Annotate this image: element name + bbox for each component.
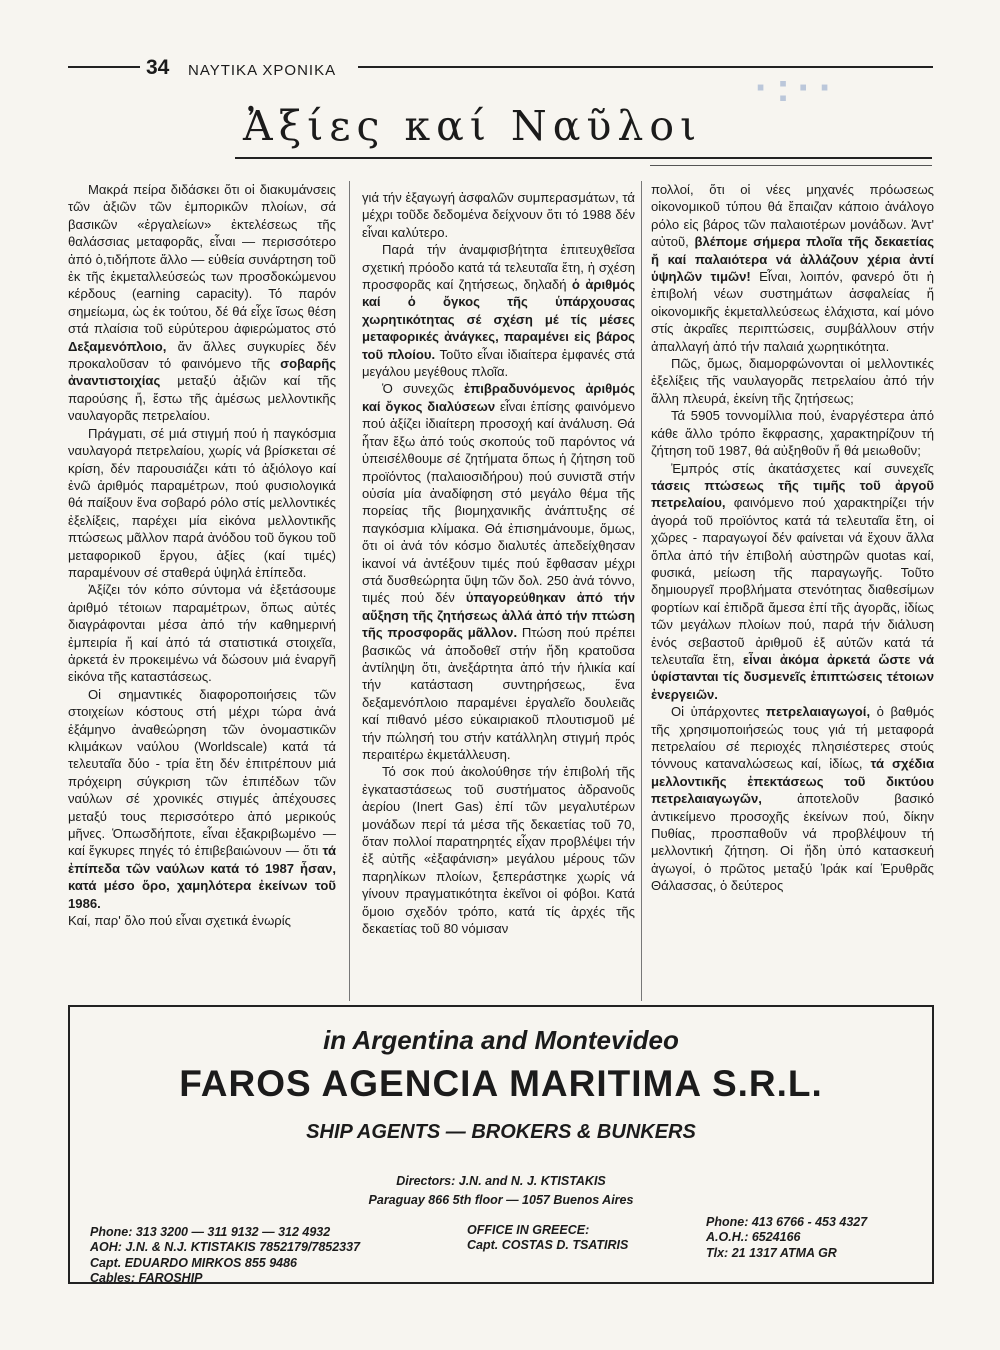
article-column-1 bbox=[68, 181, 336, 929]
ad-directors: Directors: J.N. and N. J. KTISTAKIS bbox=[396, 1174, 606, 1188]
paragraph: Πῶς, ὅμως, διαμορφώνονται οἱ μελλοντικές ἐξελίξεις τῆς ναυλαγορᾶς πετρελαίου ἀπό τήν ἄλλη πλευρά, ἐκείνη τῆς ζητήσεως; bbox=[651, 356, 934, 406]
column-divider bbox=[349, 181, 350, 1001]
header-rule-left bbox=[68, 66, 140, 68]
ad-contact-line: Phone: 413 6766 - 453 4327 bbox=[706, 1215, 868, 1229]
paragraph: Μακρά πείρα διδάσκει ὅτι οἱ διακυμάνσεις τῶν ἀξιῶν τῶν ἐμπορικῶν πλοίων, σά βασικῶν «ἐργαλείων» ἐκτελέσεως τῆς θαλάσσιας μεταφορᾶς, εἶναι — περισσότερο ἀπό ὁ,τιδήποτε ἄλλο — εὐθεία συνάρτηση τοῦ ἐκ τῆς ἐκμεταλλεύσεώς των προσδοκώμενου κέρδους (earning capacity). Τό παρόν σημείωμα, ὡς ἐκ τούτου, δέ θά εἶχε ἴσως θέση στά πλαίσια τοῦ εὐρύτερου ἀφιερώματος στό Δεξαμενόπλοιο, ἄν ἄλλες συγκυρίες δέν προκαλοῦσαν τό φαινόμενο τῆς σοβαρῆς ἀναντιστοιχίας μεταξύ ἀξιῶν καί τῆς παρούσης ἤ, ἔστω τῆς ἀμέσως μελλοντικῆς ναυλαγορᾶς πετρελαίου. bbox=[68, 182, 337, 424]
paragraph: Οἱ ὑπάρχοντες πετρελαιαγωγοί, ὁ βαθμός τῆς χρησιμοποιήσεώς τους γιά τή μεταφορά πετρελαίου σέ περιοχές πλησιέστερες στούς τόννους καταναλώσεως καί, ἰδίως, τά σχέδια μελλοντικῆς ἐπεκτάσεως τοῦ δικτύου πετρελαιαγωγῶν, ἀποτελοῦν βασικό ἀντικείμενο προσοχῆς ἐκείνων πού, δίκην Πυθίας, προσπαθοῦν νά προβλέψουν τή μελλοντική ζήτηση. Οἱ ἤδη ὑπό κατασκευή ἀγωγοί, ὁ πρῶτος μεταξύ Ἰράκ καί Ἐρυθρᾶς Θάλασσας, ὁ δεύτερος bbox=[651, 704, 935, 894]
ad-contact-line: Phone: 313 3200 — 311 9132 — 312 4932 bbox=[90, 1225, 331, 1239]
ad-address: Paraguay 866 5th floor — 1057 Buenos Aires bbox=[368, 1193, 634, 1207]
paragraph: Ἀξίζει τόν κόπο σύντομα νά ἐξετάσουμε ἀριθμό τέτοιων παραμέτρων, ὅπως αὐτές διαγράφονται μέσα ἀπό τήν καθημερινή ἐμπειρία ἤ καί ἀπό τά στατιστικά στοιχεῖα, ἀρκετά ἐν προκειμένω νά δώσουν μιά ἐναργῆ εἰκόνα τῆς καταστάσεως. bbox=[68, 582, 336, 685]
paragraph: Καί, παρ' ὅλο πού εἶναι σχετικά ἐνωρίς bbox=[68, 913, 291, 929]
paragraph: Ὁ συνεχῶς ἐπιβραδυνόμενος ἀριθμός καί ὄγκος διαλύσεων εἶναι ἐπίσης φαινόμενο πού ἀξίζει ἰδιαίτερη προσοχή καί ἀνάλυση. Θά ἦταν ἔξω ἀπό τούς σκοπούς τοῦ παρόντος νά ὑπεισέλθουμε σέ ζητήματα ὅπως ἡ ζήτηση τοῦ προϊόντος (παλαιοσιδήρου) πού συνιστᾶ στήν οὐσία μία ἀναδίφηση στό μεγάλο θέμα τῆς πορείας τῆς βιομηχανικῆς ἀνάπτυξης σέ παγκόσμια κλίμακα. Θά ἐπισημάνουμε, ὅμως, ὅτι οἱ ἀνά τόν κόσμο διαλυτές ἀπεδείχθησαν ἱκανοί νά ἀντέξουν τιμές πού ἔφθασαν μέχρι στά δυσθεώρητα ὕψη τῶν δολ. 250 ἀνά τόννο, τιμές πού δέν ὑπαγορεύθηκαν ἀπό τήν αὔξηση τῆς ζητήσεως ἀλλά ἀπό τήν πτώση τῆς προσφορᾶς μᾶλλον. Πτώση πού πρέπει βασικῶς νά ἀποδοθεῖ στήν ἤδη κρατοῦσα ἀντίληψη ὅτι, ἀνεξάρτητα ἀπό τήν ἡλικία καί τήν κατάσταση συντηρήσεως, ἕνα δεξαμενόπλοιο παραμένει ἐργαλεῖο δουλειᾶς καί πιθανό μέσο εὐκαιριακοῦ πλουτισμοῦ μέ τήν πώλησή του στήν κατάλληλη στιγμή πρός περαιτέρω ἐκμετάλλευση. bbox=[362, 381, 636, 762]
article-column-3 bbox=[651, 181, 934, 895]
ad-services: SHIP AGENTS — BROKERS & BUNKERS bbox=[306, 1121, 696, 1143]
advertisement-box bbox=[68, 1005, 934, 1284]
paragraph: Τά 5905 τοννομίλλια πού, ἐναργέστερα ἀπό κάθε ἄλλο τρόπο ἔκφρασης, χαρακτηρίζουν τή ζήτηση τοῦ 1987, θά αὐξηθοῦν ἤ θά μειωθοῦν; bbox=[651, 408, 934, 459]
article-title: Ἀξίες καί Ναῦλοι bbox=[243, 102, 703, 150]
paragraph: Τό σοκ πού ἀκολούθησε τήν ἐπιβολή τῆς ἐγκαταστάσεως τοῦ συστήματος ἀδρανοῦς ἀερίου (Inert Gas) ἐπί τῶν μεγαλυτέρων μονάδων περί τά μέσα τῆς δεκαετίας τοῦ 70, ὅταν πολλοί παρατηρητές εἶχαν προβλέψει τήν ἐξ αὐτῆς «ἐξαφάνιση» μεγάλου μέρους τῶν παρηλίκων πλοίων, ξεπεράστηκε χωρίς νά γίνουν πραγματικότητα ἐκεῖνοι οἱ φόβοι. Κατά ὅμοιο σχεδόν τρόπο, κατά τίς ἀρχές τῆς δεκαετίας τοῦ 80 νόμισαν bbox=[362, 764, 635, 937]
paragraph: Παρά τήν ἀναμφισβήτητα ἐπιτευχθεῖσα σχετική πρόοδο κατά τά τελευταῖα ἔτη, ἡ σχέση προσφορᾶς καί ζητήσεως, δηλαδή ὁ ἀριθμός καί ὁ ὄγκος τῆς ὑπάρχουσας χωρητικότητας σέ σχέση μέ τίς μέσες μεταφορικές ἀνάγκες, παραμένει εἰς βάρος τοῦ πλοίου. Τοῦτο εἶναι ἰδιαίτερα ἐμφανές στά μεγάλου μεγέθους πλοῖα. bbox=[362, 242, 636, 380]
paragraph: Πράγματι, σέ μιά στιγμή πού ἡ παγκόσμια ναυλαγορά πετρελαίου, χωρίς νά βρίσκεται σέ κρίση, δέν παρουσιάζει κάτι τό ἀξιόλογο καί ἐνῶ ἀριθμός παραμέτρων, πού φυσιολογικά θά παίξουν ἔνα σοβαρό ρόλο στίς μελλοντικές ἐξελίξεις, παρέχει μία εἰκόνα μελλοντικῆς πτώσεως μᾶλλον παρά ἀνόδου τοῦ ὄγκου τοῦ μεταφορικοῦ ἔργου, ἀξίες (καί τιμές) παραμένουν σέ σταθερά ὑψηλά ἐπίπεδα. bbox=[68, 425, 336, 580]
column-divider bbox=[641, 181, 642, 1001]
page-number: 34 bbox=[146, 56, 170, 79]
ad-company-name: FAROS AGENCIA MARITIMA S.R.L. bbox=[179, 1063, 823, 1104]
paragraph: γιά τήν ἐξαγωγή ἀσφαλῶν συμπερασμάτων, τά μέχρι τοῦδε δεδομένα δείχνουν ὅτι τό 1988 δέν εἶναι καλύτερο. bbox=[362, 190, 635, 240]
ad-contact-line: Tlx: 21 1317 ATMA GR bbox=[706, 1245, 837, 1260]
title-rule-thin bbox=[650, 165, 932, 166]
ad-contact-line: OFFICE IN GREECE: bbox=[467, 1223, 590, 1237]
paragraph: Οἱ σημαντικές διαφοροποιήσεις τῶν στοιχείων κόστους στή μέχρι τώρα ἀνά ἑξάμηνο ἀναθεώρηση τῶν ὀνομαστικῶν κλιμάκων ναύλου (Worldscale) κατά τά τελευταῖα δύο - τρία ἔτη δέν ἐπιτρέπουν μιά πρόχειρη σύγκριση τῶν ἐπιπέδων τῶν ναύλων σέ χρονικές στιγμές ἀπέχουσες μεταξύ τους περισσότερο ἀπό μερικούς μῆνες. Ὁπωσδήποτε, εἶναι ἐξακριβωμένο — καί ἔγκυρες πηγές τό ἐπιβεβαιώνουν — ὅτι τά ἐπίπεδα τῶν ναύλων κατά τό 1987 ἦσαν, κατά μέσο ὅρο, χαμηλότερα ἐκείνων τοῦ 1986. bbox=[68, 686, 336, 911]
article-column-2 bbox=[362, 189, 635, 937]
ad-office-greece bbox=[467, 1223, 628, 1254]
paragraph: Ἐμπρός στίς ἀκατάσχετες καί συνεχεῖς τάσεις πτώσεως τῆς τιμῆς τοῦ ἀργοῦ πετρελαίου, φαινόμενο πού χαρακτηρίζει τήν ἀγορά τοῦ προϊόντος κατά τά τελευταῖα ἔτη, οἱ χῶρες - παραγωγοί δέν φαίνεται νά ἔχουν ἄλλα ὅπλα ἀπό τήν ἐπιβολή αὐστηρῶν quotas καί, φυσικά, μείωση τῆς παραγωγῆς. Τοῦτο δημιουργεῖ προβλήματα στενότητας διαθεσίμων φορτίων καί ἐπιδρᾶ ἄμεσα ἐπί τῆς ἀγορᾶς, ἰδίως τῶν μεγάλων πλοίων πού, παρά τήν διάλυση ἑνός σεβαστοῦ ἀριθμοῦ ἐξ αὐτῶν κατά τά τελευταῖα ἔτη, εἶναι ἀκόμα ἀρκετά ὥστε νά ὑφίστανται τίς δυσμενεῖς ἐπιπτώσεις τέτοιων ἐνεργειῶν. bbox=[651, 460, 934, 702]
ad-contact-line: A.O.H.: 6524166 bbox=[706, 1230, 801, 1245]
paragraph: πολλοί, ὅτι οἱ νέες μηχανές πρόωσεως οἰκονομικοῦ τύπου θά ἔπαιζαν κάποιο ἀνάλογο ρόλο εἰς βάρος τῶν παλαιοτέρων μονάδων. Ἀντ' αὐτοῦ, βλέπομε σήμερα πλοῖα τῆς δεκαετίας ἤ καί παλαιότερα νά ἀλλάζουν χέρια ἀντί ὑψηλῶν τιμῶν! Εἶναι, λοιπόν, φανερό ὅτι ἡ ἐπιβολή νέων συστημάτων ἀσφαλείας ἤ οἰκονομικῆς ἐκμεταλλεύσεως ἐλάχιστα, καί μόνο στίς ἀκραῖες περιπτώσεις, συμβάλλουν στήν ἀπαλλαγή ἀπό τήν παλαιά χωρητικότητα. bbox=[651, 182, 934, 354]
ad-contacts-greece bbox=[706, 1215, 867, 1261]
ad-contact-line: Capt. EDUARDO MIRKOS 855 9486 bbox=[90, 1255, 298, 1270]
ad-contact-line: AOH: J.N. & N.J. KTISTAKIS 7852179/7852337 bbox=[90, 1240, 361, 1255]
ad-location: in Argentina and Montevideo bbox=[323, 1025, 679, 1055]
ink-stamp-mark: ·:·· bbox=[755, 66, 841, 110]
ad-contact-line: Cables: FAROSHIP bbox=[90, 1270, 203, 1285]
ad-contact-line: Capt. COSTAS D. TSATIRIS bbox=[467, 1238, 629, 1253]
title-rule bbox=[235, 157, 932, 159]
magazine-name: ΝΑΥΤΙΚΑ ΧΡΟΝΙΚΑ bbox=[188, 62, 337, 79]
ad-contacts-argentina bbox=[90, 1225, 360, 1286]
